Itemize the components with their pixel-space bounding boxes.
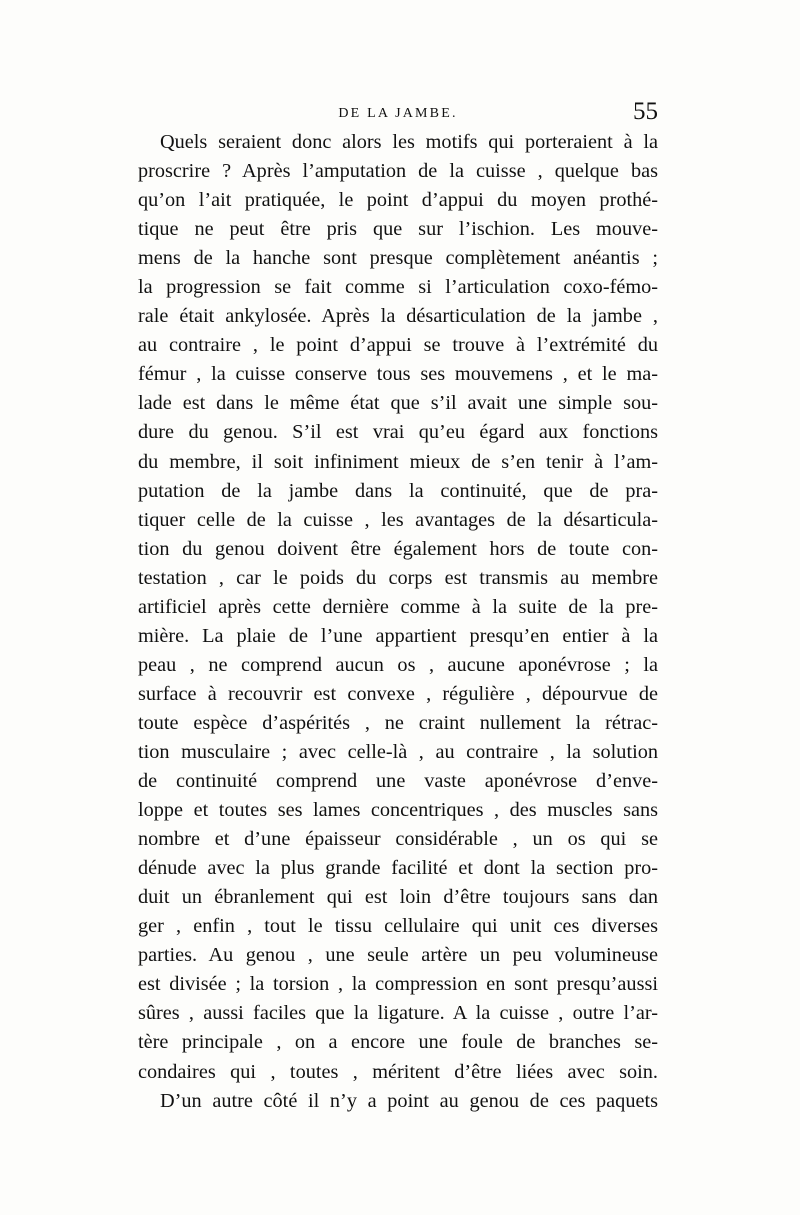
text-line: tion musculaire ; avec celle-là , au contraire , la solution bbox=[138, 740, 658, 763]
text-line: mière. La plaie de l’une appartient presqu’en entier à la bbox=[138, 624, 658, 647]
text-line: tique ne peut être pris que sur l’ischion. Les mouve- bbox=[138, 218, 658, 241]
text-line: parties. Au genou , une seule artère un peu volumineuse bbox=[138, 944, 658, 967]
text-line: D’un autre côté il n’y a point au genou de ces paquets bbox=[160, 1089, 658, 1112]
text-line: tiquer celle de la cuisse , les avantages de la désarticula- bbox=[138, 508, 658, 531]
text-line: lade est dans le même état que s’il avait une simple sou- bbox=[138, 392, 658, 415]
text-line: tion du genou doivent être également hors de toute con- bbox=[138, 537, 658, 560]
text-line: du membre, il soit infiniment mieux de s’en tenir à l’am- bbox=[138, 450, 658, 473]
text-line: sûres , aussi faciles que la ligature. A la cuisse , outre l’ar- bbox=[138, 1002, 658, 1025]
text-line: artificiel après cette dernière comme à la suite de la pre- bbox=[138, 595, 658, 618]
text-line: est divisée ; la torsion , la compression en sont presqu’aussi bbox=[138, 973, 658, 996]
text-line: au contraire , le point d’appui se trouve à l’extrémité du bbox=[138, 334, 658, 357]
text-line: putation de la jambe dans la continuité, que de pra- bbox=[138, 479, 658, 502]
text-line: fémur , la cuisse conserve tous ses mouvemens , et le ma- bbox=[138, 363, 658, 386]
text-line: loppe et toutes ses lames concentriques , des muscles sans bbox=[138, 799, 658, 822]
body-text bbox=[138, 128, 658, 1112]
text-line: Quels seraient donc alors les motifs qui porteraient à la bbox=[160, 131, 658, 153]
text-line: mens de la hanche sont presque complètement anéantis ; bbox=[138, 247, 658, 270]
text-line: ger , enfin , tout le tissu cellulaire qui unit ces diverses bbox=[138, 915, 658, 938]
text-line: dénude avec la plus grande facilité et dont la section pro- bbox=[138, 857, 658, 880]
text-line: testation , car le poids du corps est transmis au membre bbox=[138, 566, 658, 589]
text-line: nombre et d’une épaisseur considérable , un os qui se bbox=[138, 828, 658, 851]
text-line: la progression se fait comme si l’articulation coxo-fémo- bbox=[138, 276, 658, 299]
text-line: tère principale , on a encore une foule de branches se- bbox=[138, 1031, 658, 1054]
text-line: condaires qui , toutes , méritent d’être liées avec soin. bbox=[138, 1060, 658, 1083]
text-line: dure du genou. S’il est vrai qu’eu égard aux fonctions bbox=[138, 421, 658, 444]
text-line: proscrire ? Après l’amputation de la cuisse , quelque bas bbox=[138, 160, 658, 183]
running-title: DE LA JAMBE. bbox=[338, 106, 458, 121]
text-line: rale était ankylosée. Après la désarticulation de la jambe , bbox=[138, 305, 658, 328]
text-line: qu’on l’ait pratiquée, le point d’appui du moyen prothé- bbox=[138, 189, 658, 212]
text-line: toute espèce d’aspérités , ne craint nullement la rétrac- bbox=[138, 711, 658, 734]
text-line: peau , ne comprend aucun os , aucune aponévrose ; la bbox=[138, 653, 658, 676]
text-line: de continuité comprend une vaste aponévrose d’enve- bbox=[138, 770, 658, 793]
page-number: 55 bbox=[633, 98, 658, 125]
text-line: duit un ébranlement qui est loin d’être toujours sans dan bbox=[138, 886, 658, 909]
text-line: surface à recouvrir est convexe , régulière , dépourvue de bbox=[138, 682, 658, 705]
